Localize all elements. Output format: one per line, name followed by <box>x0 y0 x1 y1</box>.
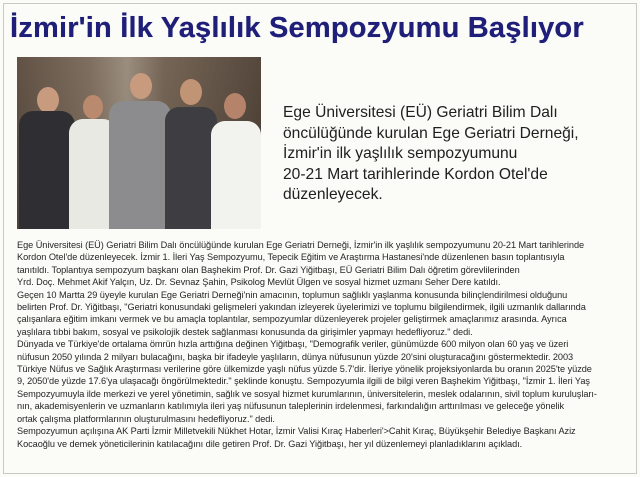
lede-paragraph <box>283 103 633 206</box>
photo-person <box>19 79 75 229</box>
lede-line: İzmir'in ilk yaşlılık sempozyumunu <box>283 145 518 162</box>
article-line: ortak çalışma platformlarının oluşturulmasını hedefliyoruz." dedi. <box>17 413 275 424</box>
article-line: Ege Üniversitesi (EÜ) Geriatri Bilim Dalı öncülüğünde kurulan Ege Geriatri Derneği, İzmir'in ilk yaşlılık sempozyumunu 20-21 Mart tarihlerinde <box>17 240 585 250</box>
article-line: belirten Prof. Dr. Yiğitbaşı, "Geriatri konusundaki gelişmeleri yakından izleyerek üyelerimizi ve toplumu bilgilendirmek, ilgili uzmanlık dallarında <box>17 302 586 313</box>
article-line: yaşlılara tıbbi bakım, sosyal ve psikolojik destek sağlanması konusunda da girişimler yapmayı hedefliyoruz." dedi. <box>17 326 473 337</box>
article-line: Geçen 10 Martta 29 üyeyle kurulan Ege Geriatri Derneği'nin amacının, toplumun sağlıklı yaşlanma konusunda bilinçlendirilmesi olduğunu <box>17 289 568 300</box>
lede-line: Ege Üniversitesi (EÜ) Geriatri Bilim Dalı <box>283 104 558 121</box>
photo-person <box>109 67 171 229</box>
group-photo <box>17 57 261 229</box>
article-line: 9, 2050'de yüzde 17.6'ya ulaşacağı öngörülmektedir." şeklinde konuştu. Sempozyumla ilgili de bilgi veren Başhekim Yiğitbaşı, "İzmir 1. İleri Yaş <box>17 376 590 387</box>
article-line: Türkiye Nüfus ve Sağlık Araştırması verilerine göre ülkemizde yaşlı nüfus yüzde 5.7'dir. İleriye yönelik projeksiyonlarda bu oranın 2025'te yüzde <box>17 364 592 375</box>
article-line: Kordon Otel'de düzenleyecek. İzmir 1. İleri Yaş Sempozyumu, Tepecik Eğitim ve Araştırma Hastanesi'nde düzenlenen basın toplantısıyla <box>17 252 565 263</box>
article-line: nın, akademisyenlerin ve uzmanların katılımıyla ileri yaş nüfusunun taleplerinin irdelenmesi, farkındalığın arttırılması ve geleceğe yönelik <box>17 401 565 412</box>
article-line: Sempozyumun açılışına AK Parti İzmir Milletvekili Nükhet Hotar, İzmir Valisi Kıraç Haberleri'>Cahit Kıraç, Büyükşehir Belediye Başkanı Aziz <box>17 426 576 437</box>
article-line: Kocaoğlu ve demek yöneticilerinin katılacağını dile getiren Prof. Dr. Gazi Yiğitbaşı, her yıl düzenlemeyi planladıklarını açıkladı. <box>17 438 523 449</box>
lede-line: 20-21 Mart tarihlerinde Kordon Otel'de <box>283 165 548 183</box>
photo-person <box>165 73 217 229</box>
article-line: tanıtıldı. Toplantıya sempozyum başkanı olan Başhekim Prof. Dr. Gazi Yiğitbaşı, EÜ Geriatri Bilim Dalı öğretim görevlilerinden <box>17 264 520 275</box>
article-body <box>17 239 629 450</box>
photo-person <box>211 89 261 229</box>
article-line: Sempozyumuyla ilde merkezi ve yerel yönetimin, sağlık ve sosyal hizmet kurumlarının, üniversitelerin, meslek odalarının, sivil toplum kuruluşları- <box>17 388 597 399</box>
headline: İzmir'in İlk Yaşlılık Sempozyumu Başlıyor <box>10 12 584 44</box>
article-line: çalışanlara eğitim imkanı vermek ve bu amaçla toplantılar, sempozyumlar düzenleyerek projeler geliştirmek amaçlarımız arasında. Ayrıca <box>17 314 567 325</box>
article-line: Yrd. Doç. Mehmet Akif Yalçın, Uz. Dr. Sevnaz Şahin, Psikolog Mevlüt Ülgen ve sosyal hizmet uzmanı Seher Dere katıldı. <box>17 277 501 288</box>
lede-line: düzenleyecek. <box>283 186 383 203</box>
article-line: nüfusun 2050 yılında 2 milyarı bulacağını, başka bir ifadeyle yaşlıların, dünya nüfusunun yüzde 20'sini oluşturacağını göstermektedir. 2003 <box>17 351 574 362</box>
lede-line: öncülüğünde kurulan Ege Geriatri Derneği, <box>283 124 579 142</box>
article-line: Dünyada ve Türkiye'de ortalama ömrün hızla arttığına değinen Yiğitbaşı, "Demografik veriler, günümüzde 600 milyon olan 60 yaş ve üzeri <box>17 339 569 350</box>
